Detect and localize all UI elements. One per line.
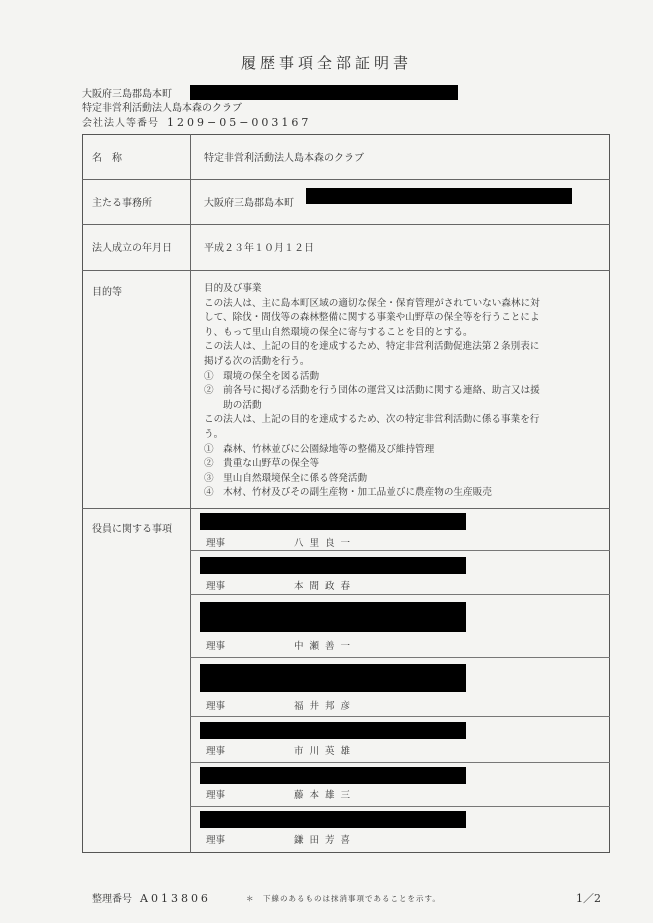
redaction-bar xyxy=(200,557,466,574)
officer-name: 福井邦彦 xyxy=(294,701,357,712)
header-address: 大阪府三島郡島本町 xyxy=(82,89,172,100)
name-label: 名 称 xyxy=(92,153,122,164)
officer-role: 理事 xyxy=(206,790,226,801)
purpose-line: ④ 木材、竹材及びその副生産物・加工品並びに農産物の生産販売 xyxy=(204,487,492,499)
purpose-line: ② 前各号に掲げる活動を行う団体の運営又は活動に関する連絡、助言又は援 xyxy=(204,385,540,397)
document-title: 履歴事項全部証明書 xyxy=(240,54,412,72)
officer-name: 中瀬善一 xyxy=(294,641,357,652)
officers-label: 役員に関する事項 xyxy=(92,524,172,535)
established-value: 平成２３年１０月１２日 xyxy=(204,243,314,254)
officer-divider xyxy=(190,762,610,763)
table-divider xyxy=(190,134,191,853)
page-number: 1／2 xyxy=(576,892,601,905)
name-value: 特定非営利活動法人島本森のクラブ xyxy=(204,153,364,164)
officer-role: 理事 xyxy=(206,581,226,592)
established-label: 法人成立の年月日 xyxy=(92,243,172,254)
row-divider xyxy=(82,508,610,509)
purpose-line: して、除伐・間伐等の森林整備に関する事業や山野草の保全等を行うことによ xyxy=(204,312,540,324)
purpose-line: り、もって里山自然環境の保全に寄与することを目的とする。 xyxy=(204,326,473,338)
redaction-bar xyxy=(200,722,466,739)
redaction-bar xyxy=(200,767,466,784)
redaction-bar xyxy=(190,85,458,100)
reference-number xyxy=(92,890,211,905)
reference-value: A013806 xyxy=(140,892,211,905)
officer-divider xyxy=(190,550,610,551)
officer-divider xyxy=(190,806,610,807)
redaction-bar xyxy=(200,602,466,632)
footnote: ＊ 下線のあるものは抹消事項であることを示す。 xyxy=(246,894,441,903)
purpose-text xyxy=(204,282,604,501)
purpose-line: ③ 里山自然環境保全に係る啓発活動 xyxy=(204,472,368,484)
officer-name: 鎌田芳喜 xyxy=(294,835,357,846)
officer-name: 市川英雄 xyxy=(294,746,357,757)
header-corp-number xyxy=(82,116,311,131)
redaction-bar xyxy=(200,811,466,828)
officer-role: 理事 xyxy=(206,701,226,712)
officer-name: 藤本雄三 xyxy=(294,790,357,801)
row-divider xyxy=(82,224,610,225)
redaction-bar xyxy=(200,664,466,692)
purpose-line: ② 貴重な山野草の保全等 xyxy=(204,458,320,470)
officer-role: 理事 xyxy=(206,538,226,549)
row-divider xyxy=(82,270,610,271)
officer-name: 八里良一 xyxy=(294,538,357,549)
row-divider xyxy=(82,179,610,180)
purpose-line: う。 xyxy=(204,428,224,440)
officer-name: 本間政春 xyxy=(294,581,357,592)
header-org-name: 特定非営利活動法人島本森のクラブ xyxy=(82,103,242,114)
corp-number-label: 会社法人等番号 xyxy=(82,118,159,129)
purpose-label: 目的等 xyxy=(92,287,122,298)
purpose-line: 掲げる次の活動を行う。 xyxy=(204,355,310,367)
purpose-line: ① 環境の保全を図る活動 xyxy=(204,370,320,382)
redaction-bar xyxy=(306,188,572,204)
officer-role: 理事 xyxy=(206,835,226,846)
office-label: 主たる事務所 xyxy=(92,198,152,209)
purpose-line: 目的及び事業 xyxy=(204,283,262,294)
redaction-bar xyxy=(200,513,466,530)
officer-divider xyxy=(190,657,610,658)
purpose-line: この法人は、主に島本町区域の適切な保全・保育管理がされていない森林に対 xyxy=(204,297,540,309)
office-value: 大阪府三島郡島本町 xyxy=(204,198,294,209)
purpose-line: ① 森林、竹林並びに公園緑地等の整備及び維持管理 xyxy=(204,443,435,455)
officer-role: 理事 xyxy=(206,746,226,757)
reference-label: 整理番号 xyxy=(92,894,132,905)
purpose-line: この法人は、上記の目的を達成するため、次の特定非営利活動に係る事業を行 xyxy=(204,414,540,426)
officer-role: 理事 xyxy=(206,641,226,652)
officer-divider xyxy=(190,716,610,717)
purpose-line: この法人は、上記の目的を達成するため、特定非営利活動促進法第２条別表に xyxy=(204,341,540,353)
corp-number-value: 1209−05−003167 xyxy=(167,116,312,129)
purpose-line: 助の活動 xyxy=(204,399,262,411)
officer-divider xyxy=(190,594,610,595)
